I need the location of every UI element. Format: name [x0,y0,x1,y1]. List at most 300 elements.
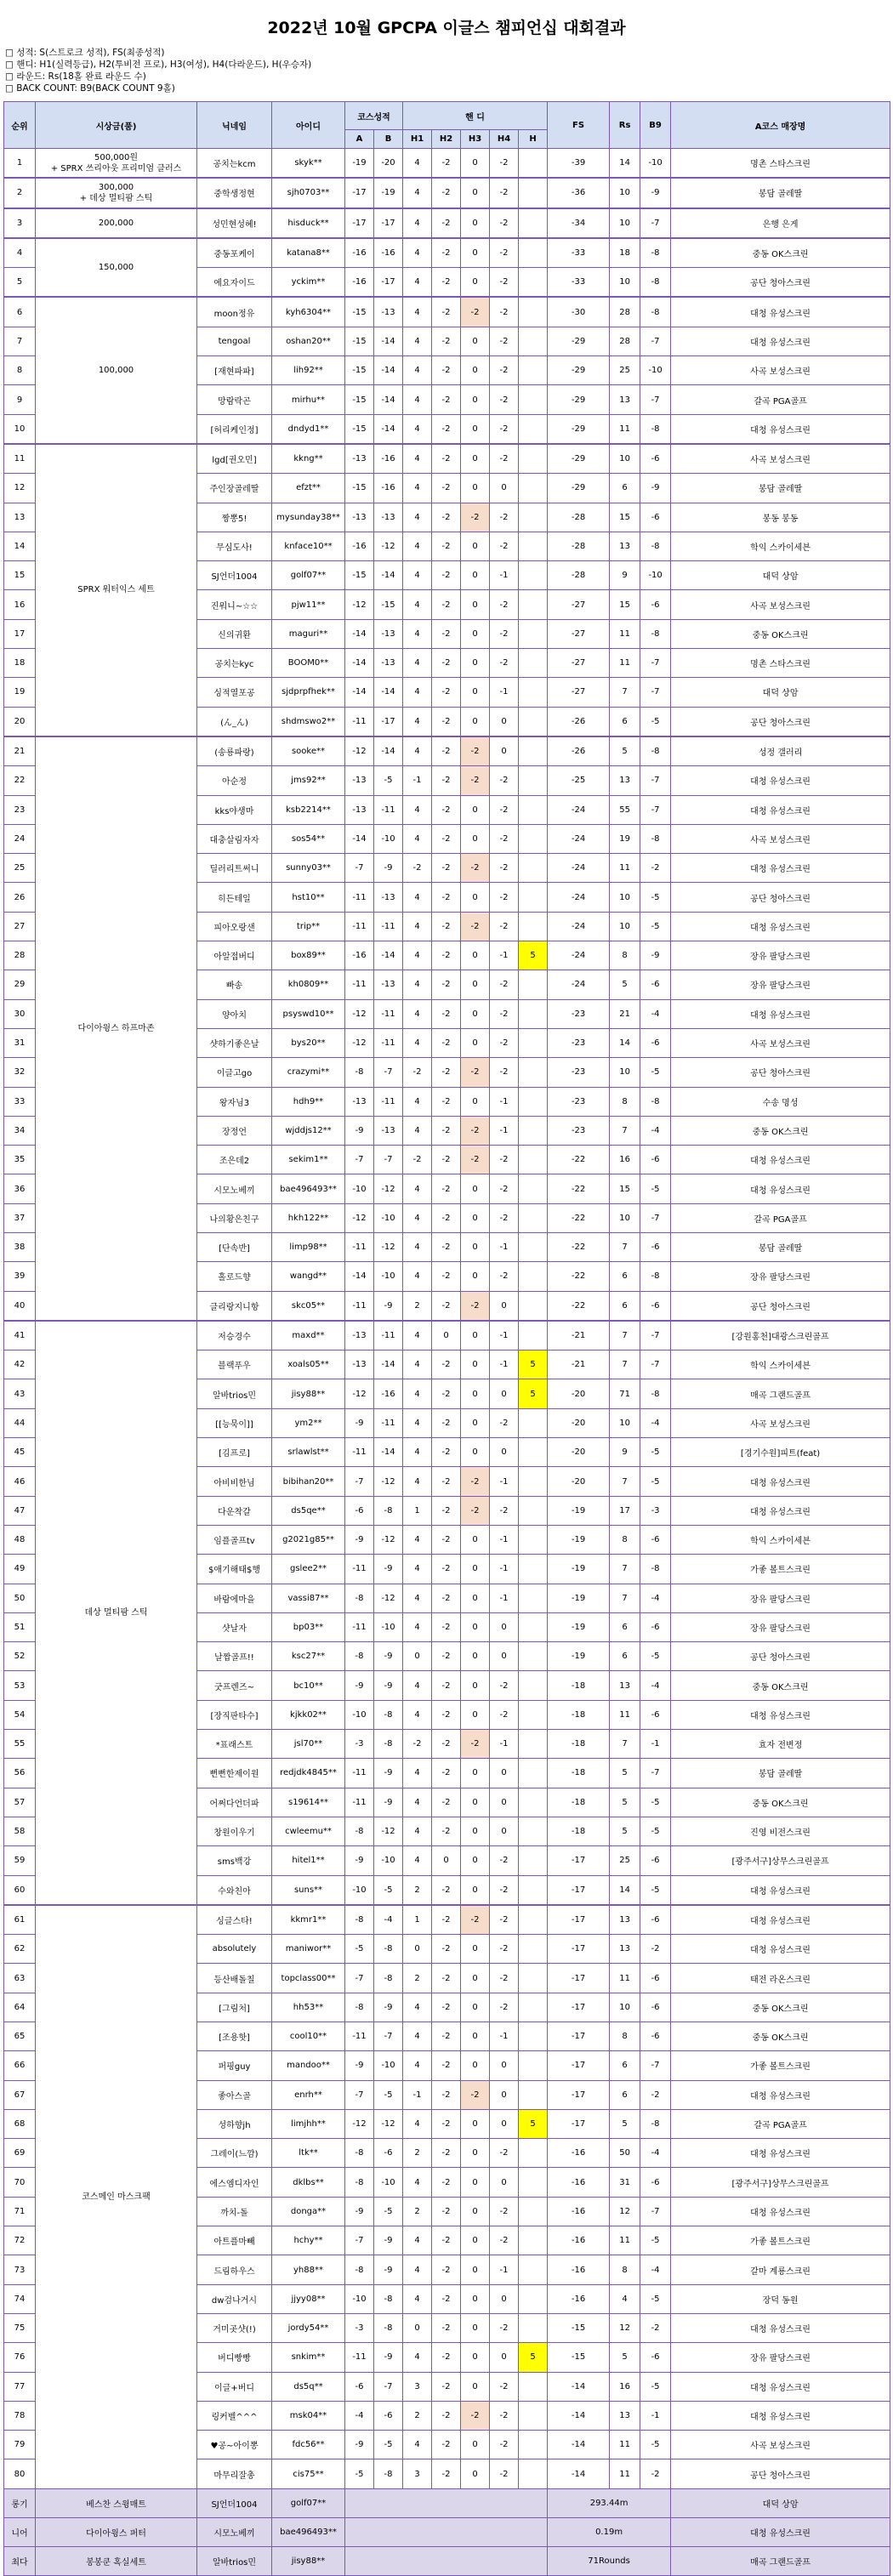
h4-cell: -1 [490,1555,519,1584]
id-cell: mandoo** [272,2051,345,2080]
award-row [4,2517,890,2546]
store-cell: 중동 OK스크린 [671,1671,890,1700]
store-cell: 은행 은게 [671,208,890,238]
h3-cell: 0 [461,414,490,444]
store-cell: 중동 OK스크린 [671,1116,890,1145]
h-cell: 5 [519,2109,548,2138]
rank-cell: 57 [4,1788,36,1817]
b-cell: -9 [374,1788,403,1817]
h4-cell: -2 [490,1671,519,1700]
h1-cell: 4 [403,385,432,414]
rank-cell: 65 [4,2022,36,2051]
a-cell: -17 [345,208,374,238]
h3-cell: 0 [461,1555,490,1584]
h4-cell: -2 [490,414,519,444]
id-cell: cwleemu** [272,1817,345,1845]
h1-cell: -1 [403,766,432,795]
rank-cell: 27 [4,912,36,941]
store-cell: 공단 청아스크린 [671,268,890,298]
h1-cell: 4 [403,414,432,444]
prize-cell: 100,000 [36,297,197,443]
b-cell: -6 [374,2139,403,2168]
table-row [4,444,890,474]
b-cell: -13 [374,883,403,912]
b9-cell: -7 [640,2051,671,2080]
rs-cell: 6 [610,2051,640,2080]
h1-cell: 4 [403,503,432,532]
h1-cell: -2 [403,1730,432,1759]
rank-cell: 16 [4,590,36,619]
h2-cell: -2 [432,999,461,1028]
rank-cell: 51 [4,1612,36,1641]
nickname-cell: tengoal [197,327,272,355]
rs-cell: 11 [610,2226,640,2255]
rank-cell: 49 [4,1555,36,1584]
b9-cell: -7 [640,649,671,678]
id-cell: sjh0703** [272,178,345,208]
a-cell: -15 [345,561,374,590]
h1-cell: 4 [403,1087,432,1116]
store-cell: 중동 OK스크린 [671,2022,890,2051]
h-cell [519,1993,548,2022]
nickname-cell: 공치는kyc [197,649,272,678]
h-cell [519,2226,548,2255]
h3-cell: 0 [461,1700,490,1729]
h4-cell: -2 [490,1028,519,1057]
nickname-cell: 그레이(느깜) [197,2139,272,2168]
h1-cell: 4 [403,2255,432,2284]
b-cell: -14 [374,941,403,970]
id-cell: hisduck** [272,208,345,238]
b9-cell: -4 [640,999,671,1028]
rs-cell: 7 [610,1730,640,1759]
rank-cell: 67 [4,2080,36,2109]
h3-cell: 0 [461,1379,490,1408]
b-cell: -15 [374,590,403,619]
h-cell [519,2313,548,2342]
h4-cell: -1 [490,1525,519,1554]
h4-cell: -2 [490,2226,519,2255]
h4-cell: -2 [490,1496,519,1525]
fs-cell: -18 [548,1671,610,1700]
h3-cell: 0 [461,1935,490,1964]
table-row [4,149,890,179]
h2-cell: -2 [432,619,461,648]
fs-cell: -23 [548,1058,610,1087]
rank-cell: 71 [4,2197,36,2226]
h-cell [519,1028,548,1057]
h-cell [519,1817,548,1845]
h4-cell: -2 [490,1875,519,1905]
rs-cell: 6 [610,1612,640,1641]
h1-cell: 4 [403,1846,432,1875]
h4-cell: -2 [490,2401,519,2430]
b-cell: -7 [374,1146,403,1174]
rank-cell: 17 [4,619,36,648]
b-cell: -5 [374,766,403,795]
fs-cell: -17 [548,1846,610,1875]
h-cell [519,1058,548,1087]
h-cell [519,356,548,385]
b9-cell: -6 [640,970,671,999]
rs-cell: 11 [610,1700,640,1729]
id-cell: skyk** [272,149,345,179]
rank-cell: 9 [4,385,36,414]
rank-cell: 6 [4,297,36,327]
b-cell: -17 [374,208,403,238]
h1-cell: 0 [403,1642,432,1671]
nickname-cell: 양아치 [197,999,272,1028]
id-cell: jisy88** [272,1379,345,1408]
a-cell: -5 [345,2459,374,2488]
rs-cell: 10 [610,883,640,912]
b9-cell: -2 [640,1935,671,1964]
rs-cell: 10 [610,1993,640,2022]
rank-cell: 37 [4,1203,36,1232]
h2-cell: -2 [432,356,461,385]
id-cell: kyh6304** [272,297,345,327]
a-cell: -12 [345,999,374,1028]
b-cell: -8 [374,1730,403,1759]
h2-cell: -2 [432,1875,461,1905]
nickname-cell: 주인장골레딸 [197,474,272,503]
rank-cell: 7 [4,327,36,355]
rs-cell: 5 [610,2343,640,2372]
b9-cell: -5 [640,2431,671,2459]
store-cell: 태전 라온스크린 [671,1964,890,1993]
b9-cell: -5 [640,2372,671,2401]
h3-cell: -2 [461,1146,490,1174]
nickname-cell: 링커벨^^^ [197,2401,272,2430]
store-cell: 중동 OK스크린 [671,1788,890,1817]
h4-cell: -1 [490,1321,519,1351]
h4-cell: -2 [490,532,519,560]
h1-cell: 2 [403,1291,432,1321]
store-cell: 봉담 골레딸 [671,1232,890,1261]
h-cell [519,824,548,853]
id-cell: hkh122** [272,1203,345,1232]
a-cell: -7 [345,2226,374,2255]
a-cell: -8 [345,1905,374,1935]
h-cell [519,1846,548,1875]
store-cell: 사곡 보성스크린 [671,824,890,853]
h-cell [519,268,548,298]
a-cell: -15 [345,385,374,414]
h1-cell: 4 [403,970,432,999]
prize-cell: SPRX 워터익스 세트 [36,444,197,736]
award-prize-cell: 봉봉쿤 혹실세트 [36,2546,197,2575]
h1-cell: 4 [403,795,432,824]
rank-cell: 58 [4,1817,36,1845]
h4-cell: -1 [490,1232,519,1261]
h3-cell: 0 [461,1321,490,1351]
h-cell [519,2431,548,2459]
fs-cell: -20 [548,1467,610,1496]
rank-cell: 5 [4,268,36,298]
h-cell [519,1759,548,1788]
id-cell: sjdprpfhek** [272,678,345,707]
store-cell: 진영 비전스크린 [671,1817,890,1845]
store-cell: 대청 유성스크린 [671,766,890,795]
h4-cell: -2 [490,649,519,678]
fs-cell: -27 [548,619,610,648]
rank-cell: 59 [4,1846,36,1875]
nickname-cell: SJ언더1004 [197,561,272,590]
h-cell [519,327,548,355]
h3-cell: 0 [461,707,490,736]
h1-cell: 4 [403,2431,432,2459]
b9-cell: -8 [640,414,671,444]
fs-cell: -17 [548,2109,610,2138]
h2-cell: -2 [432,1759,461,1788]
rs-cell: 5 [610,970,640,999]
id-cell: ym2** [272,1408,345,1437]
h-cell [519,1525,548,1554]
rs-cell: 6 [610,707,640,736]
b-cell: -14 [374,385,403,414]
h3-cell: 0 [461,795,490,824]
award-id-cell: bae496493** [272,2517,345,2546]
id-cell: bp03** [272,1612,345,1641]
nickname-cell: 날짭골프!! [197,1642,272,1671]
a-cell: -12 [345,2109,374,2138]
h3-cell: 0 [461,2226,490,2255]
a-cell: -15 [345,474,374,503]
h1-cell: 4 [403,238,432,268]
a-cell: -9 [345,1408,374,1437]
b-cell: -17 [374,268,403,298]
a-cell: -8 [345,1817,374,1845]
h3-cell: 0 [461,2109,490,2138]
id-cell: ksb2214** [272,795,345,824]
nickname-cell: 조은데2 [197,1146,272,1174]
table-row [4,1321,890,1351]
nickname-cell: 시모노베끼 [197,1174,272,1203]
rank-cell: 3 [4,208,36,238]
b-cell: -10 [374,1612,403,1641]
b9-cell: -2 [640,2080,671,2109]
b9-cell: -4 [640,2139,671,2168]
h1-cell: 4 [403,1612,432,1641]
id-cell: gslee2** [272,1555,345,1584]
h-cell [519,736,548,766]
h1-cell: 4 [403,999,432,1028]
id-cell: hitel1** [272,1846,345,1875]
nickname-cell: 히든테일 [197,883,272,912]
prize-cell: 500,000원 + SPRX 쓰리아웃 프리미엄 클러스 [36,149,197,179]
h2-cell: -2 [432,1116,461,1145]
nickname-cell: 창원이우기 [197,1817,272,1845]
a-cell: -12 [345,1028,374,1057]
h3-cell: -2 [461,1058,490,1087]
fs-cell: -25 [548,766,610,795]
h3-cell: -2 [461,1905,490,1935]
rs-cell: 13 [610,1671,640,1700]
h1-cell: 4 [403,736,432,766]
h1-cell: 4 [403,1232,432,1261]
rank-cell: 61 [4,1905,36,1935]
h1-cell: 2 [403,2139,432,2168]
id-cell: knface10** [272,532,345,560]
award-row [4,2488,890,2517]
rank-cell: 52 [4,1642,36,1671]
nickname-cell: [허리케인정] [197,414,272,444]
h2-cell: -2 [432,444,461,474]
nickname-cell: 진워니~☆☆ [197,590,272,619]
b9-cell: -6 [640,1964,671,1993]
rs-cell: 7 [610,1351,640,1379]
fs-cell: -16 [548,2226,610,2255]
rank-cell: 4 [4,238,36,268]
h4-cell: -2 [490,999,519,1028]
a-cell: -16 [345,532,374,560]
h4-cell: -2 [490,385,519,414]
h4-cell: -2 [490,178,519,208]
store-cell: 봉담 골레딸 [671,178,890,208]
store-cell: 대청 유성스크린 [671,795,890,824]
h2-cell: -2 [432,1174,461,1203]
store-cell: 대청 유성스크린 [671,999,890,1028]
h4-cell: -2 [490,824,519,853]
h1-cell: 4 [403,474,432,503]
h2-cell: -2 [432,238,461,268]
store-cell: 갈곡 PGA골프 [671,1203,890,1232]
h-cell [519,1146,548,1174]
h-cell [519,2284,548,2313]
fs-cell: -14 [548,2459,610,2488]
store-cell: 효자 전변정 [671,1730,890,1759]
fs-cell: -29 [548,327,610,355]
h1-cell: 4 [403,1817,432,1845]
award-nickname-cell: SJ언더1004 [197,2488,272,2517]
rank-cell: 26 [4,883,36,912]
h4-cell: -2 [490,444,519,474]
rank-cell: 48 [4,1525,36,1554]
store-cell: 장유 팔당스크린 [671,1584,890,1612]
h3-cell: 0 [461,178,490,208]
b9-cell: -5 [640,1817,671,1845]
rank-cell: 29 [4,970,36,999]
rank-cell: 21 [4,736,36,766]
h-cell [519,912,548,941]
header-fs: FS [548,102,610,149]
b9-cell: -9 [640,178,671,208]
nickname-cell: 아비비한님 [197,1467,272,1496]
id-cell: enrh** [272,2080,345,2109]
header-h3: H3 [461,130,490,149]
rs-cell: 25 [610,1846,640,1875]
h3-cell: 0 [461,678,490,707]
b-cell: -8 [374,1700,403,1729]
b9-cell: -5 [640,2284,671,2313]
nickname-cell: 뻔뻔한제이원 [197,1759,272,1788]
h1-cell: 4 [403,444,432,474]
fs-cell: -24 [548,824,610,853]
b-cell: -11 [374,1028,403,1057]
b9-cell: -7 [640,2197,671,2226]
rank-cell: 42 [4,1351,36,1379]
rs-cell: 7 [610,1321,640,1351]
fs-cell: -18 [548,1759,610,1788]
fs-cell: -22 [548,1203,610,1232]
h2-cell: -2 [432,2022,461,2051]
a-cell: -7 [345,2080,374,2109]
h1-cell: 4 [403,1408,432,1437]
fs-cell: -26 [548,736,610,766]
a-cell: -11 [345,912,374,941]
h2-cell: -2 [432,1612,461,1641]
h3-cell: -2 [461,1467,490,1496]
h-cell [519,1642,548,1671]
header-store: A코스 매장명 [671,102,890,149]
h4-cell: 0 [490,707,519,736]
store-cell: 갈마 계룡스크린 [671,2255,890,2284]
fs-cell: -26 [548,707,610,736]
h3-cell: 0 [461,2372,490,2401]
rank-cell: 77 [4,2372,36,2401]
id-cell: kjkk02** [272,1700,345,1729]
fs-cell: -18 [548,1788,610,1817]
h-cell [519,1584,548,1612]
rs-cell: 6 [610,1262,640,1291]
a-cell: -13 [345,444,374,474]
b9-cell: -1 [640,2401,671,2430]
h1-cell: 4 [403,2226,432,2255]
b-cell: -12 [374,2109,403,2138]
h2-cell: -2 [432,561,461,590]
awards-body [4,2488,890,2575]
a-cell: -11 [345,2022,374,2051]
store-cell: 중동 OK스크린 [671,238,890,268]
h2-cell: -2 [432,1525,461,1554]
b-cell: -9 [374,1291,403,1321]
rs-cell: 13 [610,1905,640,1935]
b9-cell: -6 [640,2168,671,2197]
h4-cell: -2 [490,1408,519,1437]
rs-cell: 10 [610,268,640,298]
h3-cell: 0 [461,532,490,560]
rs-cell: 5 [610,1759,640,1788]
b9-cell: -5 [640,2226,671,2255]
a-cell: -5 [345,1935,374,1964]
h3-cell: -2 [461,2080,490,2109]
h4-cell: -2 [490,356,519,385]
b9-cell: -4 [640,1671,671,1700]
store-cell: 장유 팔당스크린 [671,1612,890,1641]
id-cell: box89** [272,941,345,970]
store-cell: 사곡 보성스크린 [671,590,890,619]
h-cell [519,1438,548,1467]
b9-cell: -7 [640,385,671,414]
a-cell: -9 [345,1525,374,1554]
b-cell: -16 [374,238,403,268]
a-cell: -15 [345,414,374,444]
h3-cell: 0 [461,1846,490,1875]
store-cell: 대청 유성스크린 [671,2080,890,2109]
a-cell: -13 [345,795,374,824]
h2-cell: 0 [432,1321,461,1351]
award-value-cell: 293.44m [548,2488,671,2517]
award-nickname-cell: 시모노베끼 [197,2517,272,2546]
rs-cell: 7 [610,1584,640,1612]
legend-note: □ 라운드: Rs(18홀 완료 라운드 수) [5,71,146,82]
h1-cell: 1 [403,1496,432,1525]
h4-cell: -2 [490,2372,519,2401]
rank-cell: 39 [4,1262,36,1291]
store-cell: 중동 OK스크린 [671,1993,890,2022]
id-cell: topclass00** [272,1964,345,1993]
h3-cell: 0 [461,999,490,1028]
